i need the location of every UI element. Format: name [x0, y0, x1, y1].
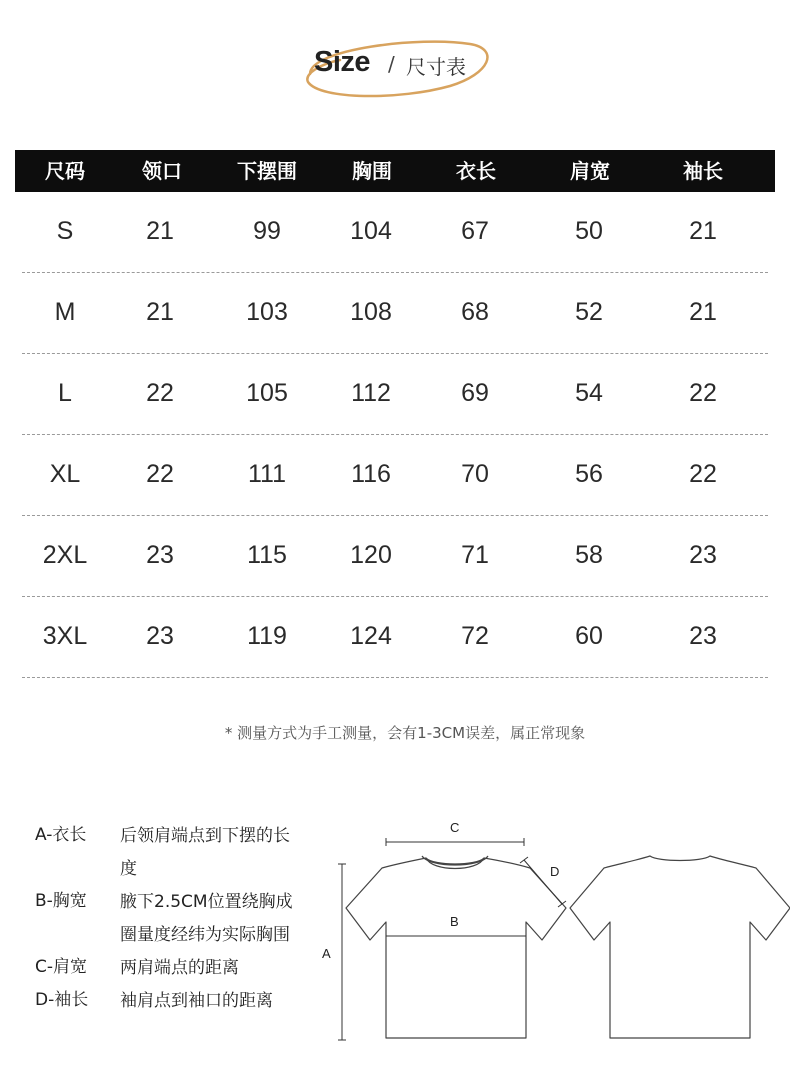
cell-chest: 104 [350, 217, 392, 245]
title-sub: 尺寸表 [406, 55, 466, 79]
cell-hem: 99 [253, 217, 281, 245]
cell-chest: 116 [351, 460, 391, 488]
legend-key: D-袖长 [35, 990, 89, 1010]
cell-collar: 22 [146, 379, 174, 407]
cell-hem: 105 [246, 379, 288, 407]
cell-chest: 124 [350, 622, 392, 650]
cell-shoulder: 50 [575, 217, 603, 245]
table-row [15, 273, 775, 354]
cell-hem: 103 [246, 298, 288, 326]
legend-item-chest [35, 886, 325, 952]
label-d: D [550, 864, 560, 879]
cell-hem: 115 [247, 541, 287, 569]
cell-shoulder: 52 [575, 298, 603, 326]
cell-length: 71 [461, 541, 489, 569]
cell-length: 69 [461, 379, 489, 407]
measurement-note: * 测量方式为手工测量，会有1-3CM误差，属正常现象 [224, 724, 586, 742]
legend-desc: 袖肩点到袖口的距离 [120, 991, 273, 1011]
cell-chest: 108 [350, 298, 392, 326]
legend-item-length [35, 820, 325, 886]
dimension-c-line [386, 838, 524, 846]
cell-hem: 119 [247, 622, 287, 650]
cell-collar: 23 [146, 541, 174, 569]
cell-collar: 22 [146, 460, 174, 488]
cell-size: 2XL [42, 541, 88, 569]
table-row [15, 597, 775, 678]
header-sleeve: 袖长 [683, 159, 723, 183]
label-a: A [322, 946, 331, 961]
legend-desc: 后领肩端点到下摆的长度 [120, 826, 290, 879]
cell-length: 68 [461, 298, 489, 326]
tshirt-back-icon [570, 856, 790, 1038]
cell-sleeve: 22 [689, 379, 717, 407]
header-length: 衣长 [456, 159, 496, 183]
table-row [15, 192, 775, 273]
legend-key: B-胸宽 [35, 891, 87, 911]
cell-collar: 21 [146, 298, 174, 326]
legend-item-shoulder [35, 952, 325, 985]
cell-sleeve: 22 [689, 460, 717, 488]
cell-chest: 120 [350, 541, 392, 569]
title-slash: / [388, 52, 395, 76]
table-header [15, 150, 775, 192]
cell-hem: 111 [247, 460, 286, 488]
cell-size: 3XL [42, 622, 88, 650]
cell-collar: 23 [146, 622, 174, 650]
size-table [15, 150, 775, 678]
row-divider [22, 677, 768, 678]
label-c: C [450, 820, 460, 835]
dimension-a-line [338, 864, 346, 1040]
measurement-legend [35, 820, 325, 1018]
cell-chest: 112 [351, 379, 391, 407]
cell-length: 67 [461, 217, 489, 245]
title-main: Size [314, 46, 371, 78]
legend-key: A-衣长 [35, 825, 87, 845]
cell-sleeve: 23 [689, 622, 717, 650]
cell-sleeve: 21 [689, 298, 717, 326]
label-b: B [450, 914, 459, 929]
header-size: 尺码 [45, 159, 85, 183]
cell-length: 70 [461, 460, 489, 488]
cell-size: M [54, 298, 76, 326]
header-chest: 胸围 [352, 159, 392, 183]
header-hem: 下摆围 [237, 159, 297, 183]
legend-key: C-肩宽 [35, 957, 88, 977]
legend-item-sleeve [35, 985, 325, 1018]
cell-collar: 21 [146, 217, 174, 245]
header-shoulder: 肩宽 [570, 159, 610, 183]
cell-size: L [58, 379, 72, 407]
table-row [15, 516, 775, 597]
cell-size: S [56, 217, 74, 245]
legend-desc: 腋下2.5CM位置绕胸成圈量度经纬为实际胸围 [120, 892, 293, 945]
cell-sleeve: 21 [689, 217, 717, 245]
cell-length: 72 [461, 622, 489, 650]
cell-size: XL [49, 460, 81, 488]
table-row [15, 435, 775, 516]
cell-shoulder: 54 [575, 379, 603, 407]
cell-sleeve: 23 [689, 541, 717, 569]
cell-shoulder: 60 [575, 622, 603, 650]
legend-desc: 两肩端点的距离 [120, 958, 239, 978]
table-row [15, 354, 775, 435]
header-collar: 领口 [142, 159, 182, 183]
cell-shoulder: 56 [575, 460, 603, 488]
cell-shoulder: 58 [575, 541, 603, 569]
tshirt-front-icon [346, 856, 566, 1038]
tshirt-measurement-diagram [310, 810, 790, 1060]
size-chart-title [300, 34, 500, 98]
